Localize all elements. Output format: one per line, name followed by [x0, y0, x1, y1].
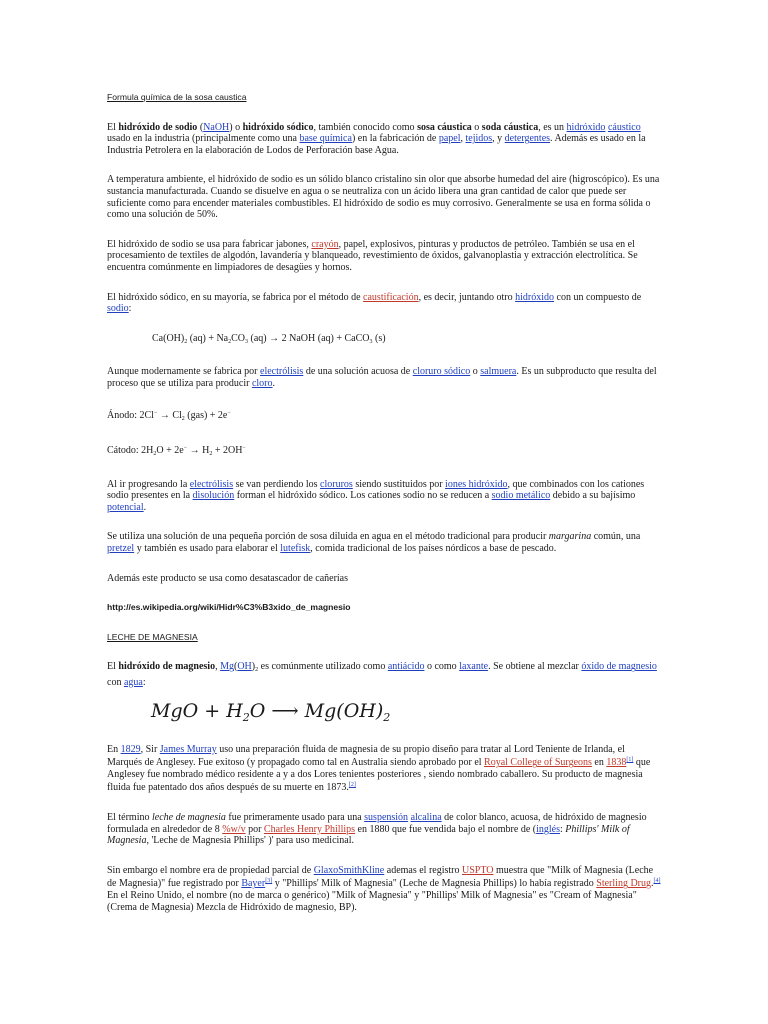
- eq-part: CO: [231, 332, 246, 344]
- link-hidroxido[interactable]: hidróxido: [566, 121, 606, 133]
- link-sodio-metalico[interactable]: sodio metálico: [491, 490, 551, 502]
- link-sterling-drug[interactable]: Sterling Drug: [596, 878, 651, 890]
- paragraph-electrolysis: [107, 366, 662, 389]
- text: o como: [424, 661, 460, 673]
- paragraph-magnesium-hydroxide: [107, 661, 662, 688]
- text: común, una: [591, 531, 641, 543]
- text: Sin embargo el nombre era de propiedad parcial de: [107, 864, 314, 876]
- link-bayer[interactable]: Bayer: [241, 878, 266, 890]
- section-heading-sosa: Formula química de la sosa caustica: [107, 92, 247, 102]
- text: Al ir progresando la: [107, 478, 190, 490]
- text: El: [107, 661, 119, 673]
- text: , que combinados con los cationes sodio presentes en la: [107, 478, 645, 502]
- link-antiacido[interactable]: antiácido: [387, 661, 425, 673]
- text: , Sir: [140, 743, 160, 755]
- link-disolucion[interactable]: disolución: [192, 490, 235, 502]
- link-hidroxido-2[interactable]: hidróxido: [515, 291, 554, 303]
- link-iones-hidroxido[interactable]: iones hidróxido: [445, 478, 508, 490]
- equation-magnesia: [107, 699, 662, 730]
- link-oh[interactable]: OH: [237, 661, 252, 673]
- link-agua[interactable]: agua: [123, 677, 143, 689]
- link-ingles[interactable]: inglés: [536, 823, 560, 835]
- text: El: [107, 121, 119, 133]
- bold-text: hidróxido de magnesio: [118, 661, 216, 673]
- link-laxante[interactable]: laxante: [459, 661, 489, 673]
- paragraph-history: [107, 744, 662, 794]
- link-oxido-magnesio[interactable]: óxido de magnesio: [581, 661, 657, 673]
- text: , es decir, juntando otro: [418, 291, 516, 303]
- paragraph-food-uses: [107, 531, 662, 554]
- text: forman el hidróxido sódico. Los cationes sodio no se reducen a: [234, 490, 492, 502]
- ref-3[interactable]: [3]: [265, 878, 273, 885]
- text: ) en la fabricación de: [351, 133, 439, 145]
- text: ,: [460, 133, 466, 145]
- paragraph-trademark: [107, 865, 662, 913]
- subscript: 2: [228, 338, 232, 345]
- eq-part: (gas) + 2e: [184, 409, 228, 421]
- subscript: 2: [209, 451, 213, 458]
- text: , también conocido como: [313, 121, 418, 133]
- subscript: 2: [184, 338, 188, 345]
- subscript: 2: [181, 415, 185, 422]
- text: Aunque modernamente se fabrica por: [107, 366, 260, 378]
- text: en 1880 que fue vendida bajo el nombre de (: [355, 823, 537, 835]
- text: , 'Leche de Magnesia Phillips' )' para uso medicinal.: [146, 835, 355, 847]
- text: que Anglesey fue nombrado médico residente a y a dos Lores tenientes posteriores , siendo nombrado caballero. Su producto de magnesia fluida fue patentado dos años después de su muerte en 1873.: [107, 757, 651, 794]
- text: ): [251, 661, 256, 673]
- eq-part: MgO + H: [151, 699, 243, 722]
- italic-text: leche de magnesia: [152, 812, 226, 823]
- paragraph-term: [107, 812, 662, 847]
- link-charles-phillips[interactable]: Charles Henry Phillips: [263, 823, 356, 835]
- bold-text: hidróxido de sodio: [118, 121, 198, 133]
- equation-caustification: [107, 333, 662, 349]
- link-cloruros[interactable]: cloruros: [320, 478, 353, 490]
- bold-text: sosa cáustica: [417, 121, 472, 133]
- equation-anodo: [107, 408, 662, 426]
- text: . Se obtiene al mezclar: [488, 661, 582, 673]
- link-cloro[interactable]: cloro: [251, 377, 273, 389]
- italic-text: margarina: [548, 531, 592, 543]
- paragraph-drain-cleaner: Además este producto se usa como desatascador de cañerías: [107, 572, 349, 584]
- link-cloruro-sodico[interactable]: cloruro sódico: [412, 366, 471, 378]
- subscript: 2: [153, 451, 157, 458]
- link-suspension[interactable]: suspensión: [364, 812, 409, 823]
- text: El hidróxido sódico, en su mayoría, se fabrica por el método de: [107, 291, 364, 303]
- eq-part: (s): [372, 332, 386, 344]
- eq-part: (aq) → 2 NaOH (aq) + CaCO: [248, 332, 370, 344]
- text: .: [651, 878, 654, 890]
- link-potencial[interactable]: potencial: [107, 501, 144, 513]
- text: y también es usado para elaborar el: [134, 543, 281, 555]
- link-alcalina[interactable]: alcalina: [410, 812, 442, 823]
- text: , y: [492, 133, 505, 145]
- text: con un compuesto de: [554, 291, 642, 303]
- link-detergentes[interactable]: detergentes: [504, 133, 551, 145]
- source-url: http://es.wikipedia.org/wiki/Hidr%C3%B3xido_de_magnesio: [107, 602, 351, 613]
- text: o: [470, 366, 481, 378]
- text: :: [559, 823, 566, 835]
- text: de color blanco, acuosa, de hidróxido de magnesio formulada en alrededor de 8: [107, 812, 647, 835]
- paragraph-electrolysis-progress: [107, 479, 662, 514]
- equation-catodo: [107, 443, 662, 461]
- link-royal-college[interactable]: Royal College of Surgeons: [484, 757, 592, 769]
- eq-part: Ánodo: 2Cl: [107, 409, 154, 421]
- text: en: [591, 757, 607, 769]
- eq-part: → H: [187, 445, 210, 457]
- paragraph-uses: [107, 239, 662, 274]
- eq-part: Cátodo: 2H: [107, 445, 154, 457]
- text: es comúnmente utilizado como: [258, 661, 388, 673]
- subscript: 2: [242, 710, 250, 724]
- link-lutefisk[interactable]: lutefisk: [280, 543, 311, 555]
- text: ) o: [229, 121, 243, 133]
- text: ,: [215, 661, 221, 673]
- text: En: [107, 743, 121, 755]
- paragraph-naoh-intro: [107, 122, 662, 157]
- text: :: [142, 677, 146, 689]
- text: , papel, explosivos, pinturas y productos de petróleo. También se usa en el procesamiento de textiles de algodón, lavandería y blanqueado, revestimiento de óxidos, galvanoplastia y extracción electrolítica. Se encuentra comúnmente en limpiadores de desagües y hornos.: [107, 238, 638, 273]
- text: y "Phillips' Milk of Magnesia" (Leche de Magnesia Phillips) lo había registrado: [272, 878, 597, 890]
- link-electrolisis-2[interactable]: electrólisis: [189, 478, 234, 490]
- text: En el Reino Unido, el nombre (no de marca o genérico) "Milk of Magnesia" y "Phillips' Milk of Magnesia" es "Cream of Magnesia" (Crema de Magnesia) Mezcla de Hidróxido de magnesio, BP).: [107, 889, 637, 913]
- text: uso una preparación fluida de magnesia de su propio diseño para tratar al Lord Teniente de Irlanda, el Marqués de Anglesey. Fue exitoso (y propagado como tal en Australia siendo aprobado por el: [107, 743, 625, 769]
- link-salmuera[interactable]: salmuera: [480, 366, 517, 378]
- subscript: 3: [245, 338, 249, 345]
- link-caustificacion[interactable]: caustificación: [363, 291, 419, 303]
- text: . Es un subproducto que resulta del proceso que se utiliza para producir: [107, 366, 657, 389]
- superscript: −: [183, 445, 188, 452]
- text: Se utiliza una solución de una pequeña porción de sosa diluida en agua en el método tradicional para producir: [107, 531, 549, 543]
- text: se van perdiendo los: [233, 478, 321, 490]
- text: . Además es usado en la Industria Petrolera en la elaboración de Lodos de Perforación base Agua.: [107, 133, 646, 156]
- link-electrolisis[interactable]: electrólisis: [260, 366, 304, 378]
- superscript: −: [242, 445, 246, 452]
- link-sodio[interactable]: sodio: [107, 303, 129, 315]
- subscript: 2: [255, 667, 259, 674]
- paragraph-properties: A temperatura ambiente, el hidróxido de sodio es un sólido blanco cristalino sin olor que absorbe humedad del aire (higroscópico). Es una sustancia manufacturada. Cuando se disuelve en agua o se neutraliza con un ácido libera una gran cantidad de calor que puede ser suficiente como para encender materiales combustibles. El hidróxido de sodio es muy corrosivo. Generalmente se usa en forma sólida o como una solución de 50%.: [107, 174, 660, 221]
- text: de una solución acuosa de: [303, 366, 413, 378]
- link-naoh[interactable]: NaOH: [203, 121, 230, 133]
- text: El hidróxido de sodio se usa para fabricar jabones,: [107, 238, 312, 250]
- document-page: [107, 92, 662, 913]
- eq-part: O + 2e: [156, 445, 184, 457]
- text: El término: [107, 812, 152, 823]
- link-uspto[interactable]: USPTO: [462, 864, 494, 876]
- link-wv[interactable]: %w/v: [222, 823, 246, 835]
- text: ademas el registro: [384, 864, 462, 876]
- ref-4[interactable]: [4]: [653, 878, 661, 885]
- bold-text: hidróxido sódico: [242, 121, 314, 133]
- text: fue primeramente usado para una: [225, 812, 365, 823]
- paragraph-manufacture: [107, 292, 662, 315]
- text: , comida tradicional de los países nórdicos a base de pescado.: [310, 543, 557, 555]
- ref-1[interactable]: [1]: [626, 757, 634, 764]
- text: con: [107, 677, 124, 689]
- text: muestra que "Milk of Magnesia (Leche de Magnesia)" fue registrado por: [107, 864, 654, 890]
- text: .: [272, 377, 275, 389]
- text: o: [471, 121, 482, 133]
- text: siendo sustituidos por: [352, 478, 446, 490]
- bold-text: soda cáustica: [481, 121, 539, 133]
- text: (: [233, 661, 238, 673]
- subscript: 3: [369, 338, 373, 345]
- section-heading-magnesia: LECHE DE MAGNESIA: [107, 631, 198, 642]
- link-crayon[interactable]: crayón: [311, 238, 339, 250]
- text: (: [197, 121, 204, 133]
- text: .: [143, 501, 147, 513]
- link-pretzel[interactable]: pretzel: [107, 543, 135, 555]
- link-papel[interactable]: papel: [438, 133, 461, 145]
- link-tejidos[interactable]: tejidos: [465, 133, 493, 145]
- eq-part: O ⟶ Mg(OH): [249, 699, 384, 722]
- subscript: 2: [383, 710, 391, 724]
- text: , es un: [538, 121, 567, 133]
- superscript: −: [153, 409, 158, 416]
- superscript: −: [227, 409, 231, 416]
- link-james-murray[interactable]: James Murray: [159, 743, 217, 755]
- link-mg[interactable]: Mg: [220, 661, 234, 673]
- link-base-quimica[interactable]: base química: [299, 133, 352, 145]
- text: por: [245, 823, 264, 835]
- eq-part: Ca(OH): [152, 332, 185, 344]
- link-caustico[interactable]: cáustico: [607, 121, 641, 133]
- italic-text: Phillips' Milk of Magnesia: [107, 823, 630, 847]
- text: :: [128, 303, 132, 315]
- ref-2[interactable]: [2]: [348, 782, 356, 789]
- eq-part: → Cl: [157, 409, 182, 421]
- eq-part: + 2OH: [212, 445, 243, 457]
- link-glaxosmithkline[interactable]: GlaxoSmithKline: [313, 864, 385, 876]
- text: usado en la industria (principalmente como una: [107, 133, 300, 145]
- text: debido a su bajísimo: [550, 490, 636, 502]
- eq-part: (aq) + Na: [187, 332, 229, 344]
- link-1838[interactable]: 1838: [606, 757, 627, 769]
- link-1829[interactable]: 1829: [120, 743, 141, 755]
